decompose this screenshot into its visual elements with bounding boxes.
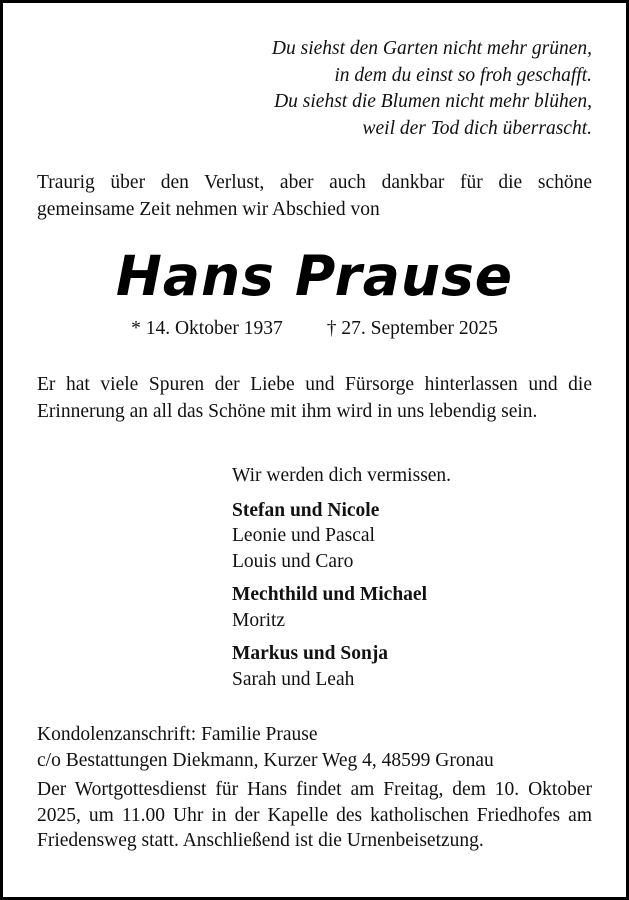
condolence-line: Kondolenzanschrift: Familie Prause	[37, 724, 318, 745]
mourner-group-head: Mechthild und Michael	[232, 584, 428, 605]
mourner-group	[232, 498, 451, 575]
mourners-motto: Wir werden dich vermissen.	[232, 465, 452, 486]
mourner-line: Louis und Caro	[232, 550, 354, 572]
mourner-line: Moritz	[232, 609, 286, 631]
death-date: † 27. September 2025	[326, 318, 498, 339]
condolence-line: c/o Bestattungen Diekmann, Kurzer Weg 4, 48599 Gronau	[37, 749, 494, 771]
mourner-line: Sarah und Leah	[232, 668, 355, 690]
mourner-group	[232, 582, 451, 633]
mourner-group-head: Stefan und Nicole	[232, 499, 380, 521]
service-info: Der Wortgottesdienst für Hans findet am Freitag, dem 10. Oktober 2025, um 11.00 Uhr in der Kapelle des katholischen Friedhofes am Friedensweg statt. Anschließend ist die Urnenbeisetzung.	[37, 779, 592, 851]
mourner-group-head: Markus und Sonja	[232, 643, 389, 664]
tribute-text: Er hat viele Spuren der Liebe und Fürsorge hinterlassen und die Erinnerung an all das Schöne mit ihm wird in uns lebendig sein.	[37, 374, 592, 422]
poem-line: Du siehst die Blumen nicht mehr blühen,	[274, 91, 592, 112]
poem-line: Du siehst den Garten nicht mehr grünen,	[271, 38, 592, 59]
mourners-list	[232, 463, 451, 700]
life-dates	[3, 316, 626, 342]
deceased-name: Hans Prause	[115, 244, 514, 308]
poem-line: in dem du einst so froh geschafft.	[334, 64, 592, 86]
intro-text: Traurig über den Verlust, aber auch dankbar für die schöne gemeinsame Zeit nehmen wir Abschied von	[37, 172, 592, 220]
mourner-line: Leonie und Pascal	[232, 525, 375, 546]
condolence-address	[37, 722, 592, 773]
birth-date: * 14. Oktober 1937	[131, 318, 283, 339]
mourner-group	[232, 641, 451, 692]
poem-line: weil der Tod dich überrascht.	[362, 117, 592, 139]
poem	[272, 36, 592, 142]
